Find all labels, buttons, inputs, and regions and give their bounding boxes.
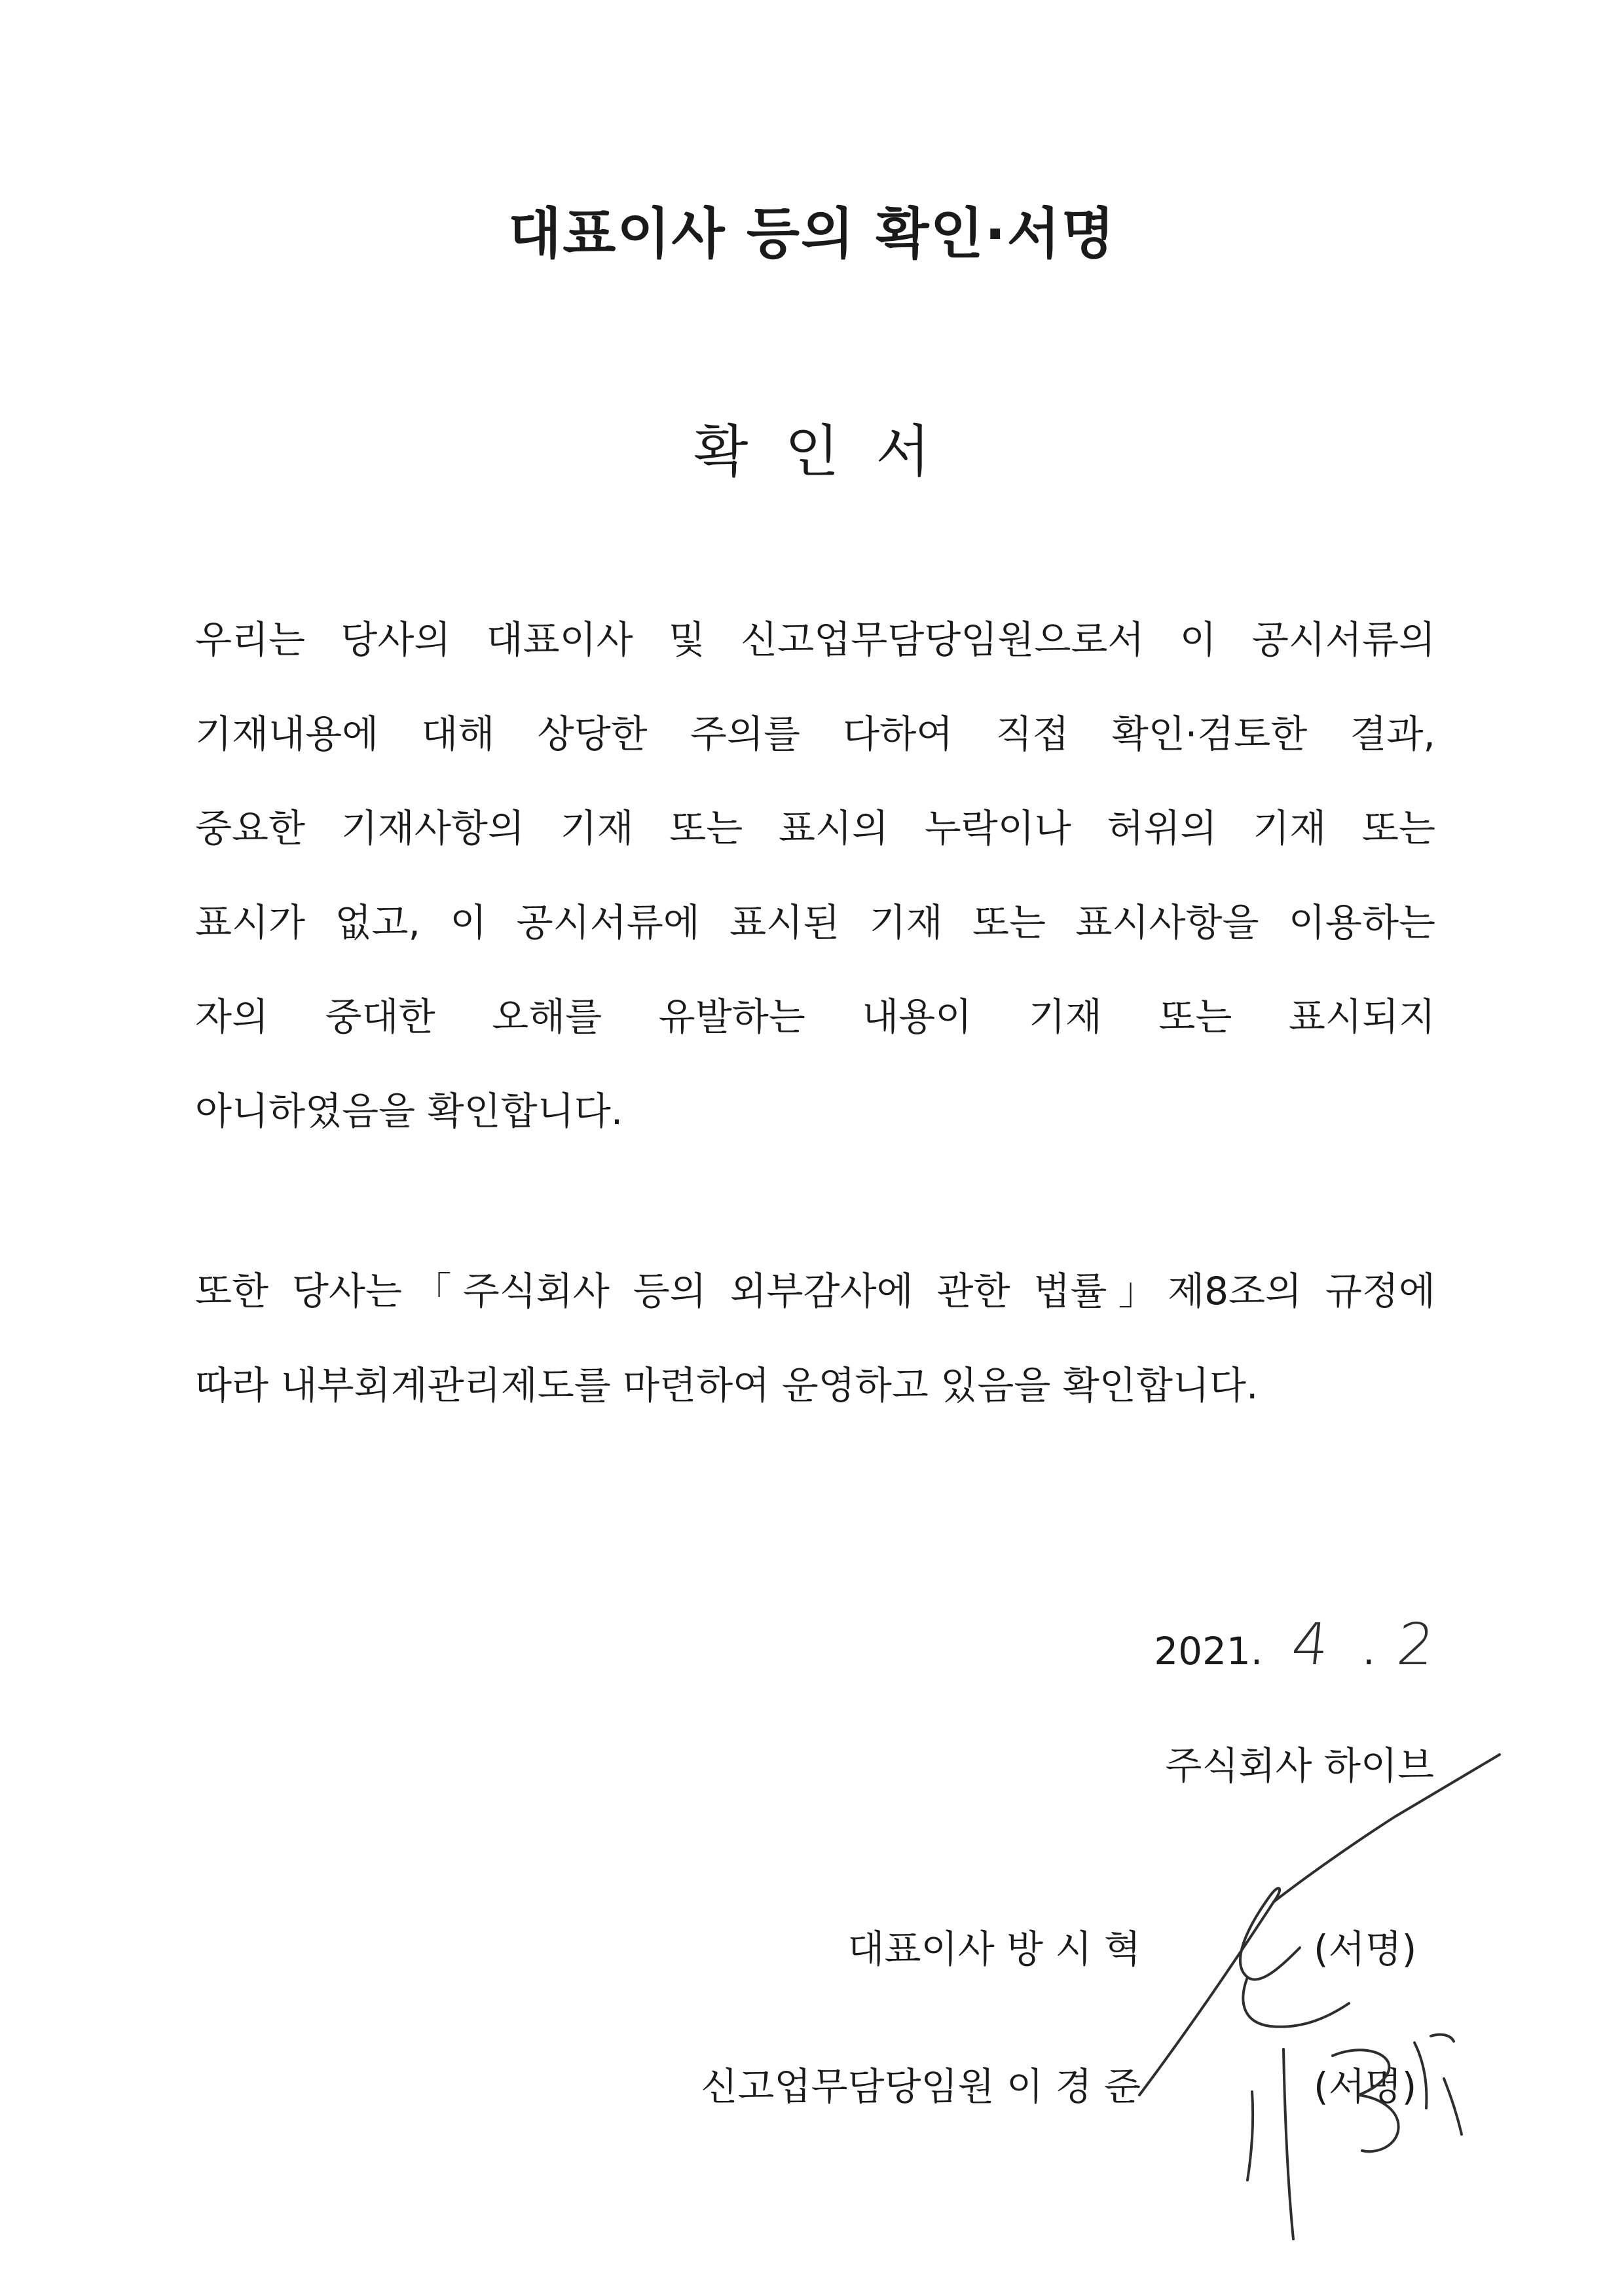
document-subtitle: 확인서: [693, 419, 967, 484]
signature-mark-label: (서명): [1314, 2064, 1417, 2109]
paragraph-line: 아니하였음을 확인합니다.: [195, 1089, 623, 1133]
signature-mark-label: (서명): [1314, 1927, 1417, 1971]
paragraph-line: 기재내용에 대해 상당한 주의를 다하여 직접 확인·검토한 결과,: [195, 712, 1435, 756]
date-day-handwritten: 2: [1393, 1611, 1438, 1678]
paragraph-line: 또한 당사는「주식회사 등의 외부감사에 관한 법률」제8조의 규정에: [195, 1269, 1435, 1313]
date-year: 2021.: [1154, 1629, 1263, 1673]
date-month-handwritten: 4: [1288, 1611, 1333, 1678]
signatory-name: 대표이사 방 시 혁: [847, 1927, 1141, 1971]
paragraph-line: 자의 중대한 오해를 유발하는 내용이 기재 또는 표시되지: [195, 994, 1435, 1039]
paragraph-line: 표시가 없고, 이 공시서류에 표시된 기재 또는 표시사항을 이용하는: [195, 900, 1435, 945]
signatory-name: 신고업무담당임원 이 경 준: [701, 2064, 1141, 2109]
internal-control-paragraph: [195, 1244, 1435, 1432]
company-name: 주식회사 하이브: [1165, 1743, 1434, 1788]
ceo-signature-loop: [1243, 1977, 1349, 2027]
signature-row-ceo: [0, 1918, 1624, 1977]
document-date: [1154, 1611, 1438, 1678]
paragraph-line: 중요한 기재사항의 기재 또는 표시의 누락이나 허위의 기재 또는: [195, 806, 1435, 850]
paragraph-line: 따라 내부회계관리제도를 마련하여 운영하고 있음을 확인합니다.: [195, 1363, 1259, 1408]
signature-row-officer: [0, 2056, 1624, 2115]
document-title: 대표이사 등의 확인·서명: [508, 202, 1116, 266]
confirmation-paragraph: [195, 592, 1435, 1158]
paragraph-line: 우리는 당사의 대표이사 및 신고업무담당임원으로서 이 공시서류의: [195, 617, 1435, 662]
date-separator: .: [1363, 1629, 1375, 1673]
